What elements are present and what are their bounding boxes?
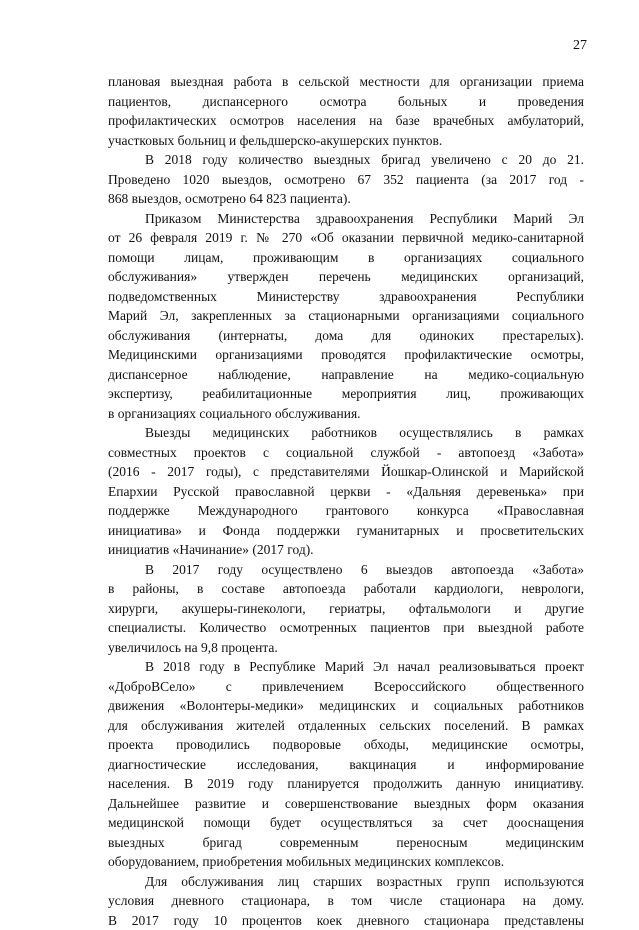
text-line: В 2018 году в Республике Марий Эл начал реализовываться проект (108, 657, 584, 677)
text-line: инициатива» и Фонда поддержки гуманитарных и просветительских (108, 521, 584, 541)
text-line: для обслуживания жителей отдаленных сельских поселений. В рамках (108, 716, 584, 736)
text-line: В 2018 году количество выездных бригад увеличено с 20 до 21. (108, 150, 584, 170)
text-line: Марий Эл, закрепленных за стационарными организациями социального (108, 306, 584, 326)
text-line: проекта проводились подворовые обходы, медицинские осмотры, (108, 735, 584, 755)
text-line: обслуживания (интернаты, дома для одиноких престарелых). (108, 326, 584, 346)
text-line: Проведено 1020 выездов, осмотрено 67 352 пациента (за 2017 год - (108, 170, 584, 190)
text-line: Выезды медицинских работников осуществлялись в рамках (108, 423, 584, 443)
text-line: увеличилось на 9,8 процента. (108, 638, 584, 658)
text-line: Для обслуживания лиц старших возрастных групп используются (108, 872, 584, 892)
text-line: 868 выездов, осмотрено 64 823 пациента). (108, 189, 584, 209)
paragraph (108, 72, 584, 150)
text-line: медицинской помощи будет осуществляться за счет дооснащения (108, 813, 584, 833)
paragraph (108, 560, 584, 658)
text-line: в районы, в составе автопоезда работали кардиологи, неврологи, (108, 579, 584, 599)
text-line: В 2017 году 10 процентов коек дневного стационара представлены (108, 911, 584, 930)
page-number: 27 (573, 38, 587, 54)
text-line: Медицинскими организациями проводятся профилактические осмотры, (108, 345, 584, 365)
text-line: движения «Волонтеры-медики» медицинских и социальных работников (108, 696, 584, 716)
text-line: совместных проектов с социальной службой - автопоезд «Забота» (108, 443, 584, 463)
text-line: помощи лицам, проживающим в организациях социального (108, 248, 584, 268)
paragraph (108, 657, 584, 872)
text-line: выездных бригад современным переносным медицинским (108, 833, 584, 853)
text-line: условия дневного стационара, в том числе стационара на дому. (108, 891, 584, 911)
text-line: оборудованием, приобретения мобильных медицинских комплексов. (108, 852, 584, 872)
paragraph (108, 209, 584, 424)
text-line: диагностические исследования, вакцинация и информирование (108, 755, 584, 775)
text-line: экспертизу, реабилитационные мероприятия лиц, проживающих (108, 384, 584, 404)
paragraph (108, 872, 584, 930)
text-line: от 26 февраля 2019 г. № 270 «Об оказании первичной медико-санитарной (108, 228, 584, 248)
text-line: в организациях социального обслуживания. (108, 404, 584, 424)
text-line: Епархии Русской православной церкви - «Дальняя деревенька» при (108, 482, 584, 502)
text-line: диспансерное наблюдение, направление на медико-социальную (108, 365, 584, 385)
text-line: В 2017 году осуществлено 6 выездов автопоезда «Забота» (108, 560, 584, 580)
text-line: Приказом Министерства здравоохранения Республики Марий Эл (108, 209, 584, 229)
text-line: плановая выездная работа в сельской местности для организации приема (108, 72, 584, 92)
text-line: профилактических осмотров населения на базе врачебных амбулаторий, (108, 111, 584, 131)
text-line: инициатив «Начинание» (2017 год). (108, 540, 584, 560)
text-line: обслуживания» утвержден перечень медицинских организаций, (108, 267, 584, 287)
document-body (108, 72, 584, 930)
text-line: пациентов, диспансерного осмотра больных и проведения (108, 92, 584, 112)
text-line: поддержке Международного грантового конкурса «Православная (108, 501, 584, 521)
text-line: Дальнейшее развитие и совершенствование выездных форм оказания (108, 794, 584, 814)
paragraph (108, 423, 584, 560)
paragraph (108, 150, 584, 209)
text-line: «ДоброВСело» с привлечением Всероссийского общественного (108, 677, 584, 697)
text-line: населения. В 2019 году планируется продолжить данную инициативу. (108, 774, 584, 794)
text-line: специалисты. Количество осмотренных пациентов при выездной работе (108, 618, 584, 638)
text-line: (2016 - 2017 годы), с представителями Йошкар-Олинской и Марийской (108, 462, 584, 482)
text-line: участковых больниц и фельдшерско-акушерских пунктов. (108, 131, 584, 151)
text-line: подведомственных Министерству здравоохранения Республики (108, 287, 584, 307)
text-line: хирурги, акушеры-гинекологи, гериатры, офтальмологи и другие (108, 599, 584, 619)
